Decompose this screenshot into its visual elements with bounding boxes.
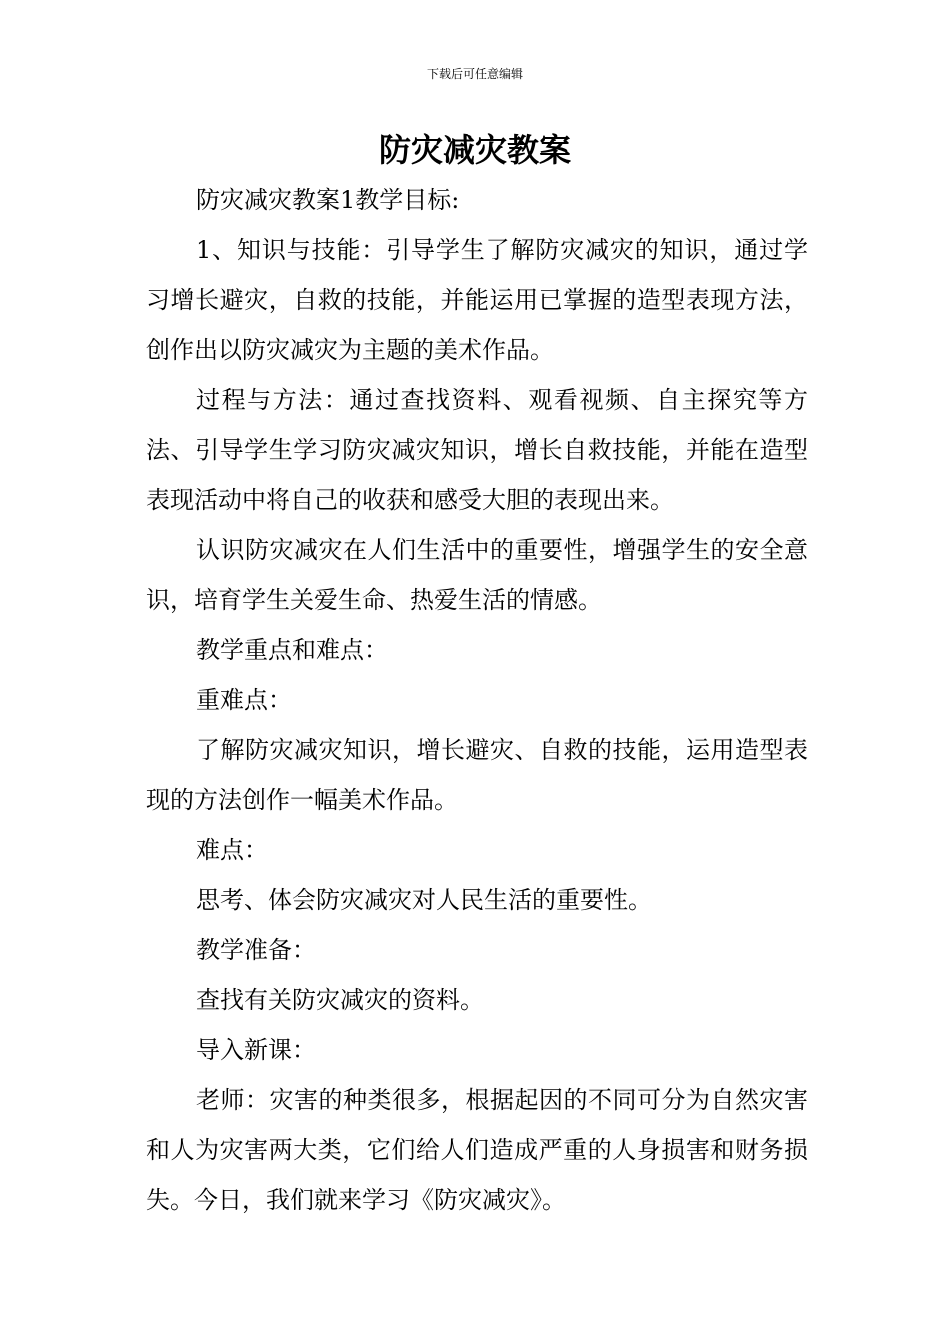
paragraph-intro-heading: 导入新课： bbox=[196, 1036, 316, 1064]
paragraph-intro-text: 老师：灾害的种类很多，根据起因的不同可分为自然灾害和人为灾害两大类，它们给人们造成严重的人身损害和财务损失。今日，我们就来学习《防灾减灾》。 bbox=[146, 1086, 808, 1214]
paragraph-key-difficulty-text: 了解防灾减灾知识，增长避灾、自救的技能，运用造型表现的方法创作一幅美术作品。 bbox=[146, 736, 808, 814]
page-title: 防灾减灾教案 bbox=[378, 131, 571, 169]
paragraph-process-methods: 过程与方法：通过查找资料、观看视频、自主探究等方法、引导学生学习防灾减灾知识，增长自救技能，并能在造型表现活动中将自己的收获和感受大胆的表现出来。 bbox=[146, 386, 808, 514]
paragraph-difficulty-heading: 难点： bbox=[196, 836, 268, 864]
paragraph-preparation-text: 查找有关防灾减灾的资料。 bbox=[196, 986, 484, 1014]
paragraph-difficulty-text: 思考、体会防灾减灾对人民生活的重要性。 bbox=[196, 886, 652, 914]
paragraph-key-difficulty-heading: 重难点： bbox=[196, 686, 292, 714]
document-body bbox=[146, 175, 808, 1225]
header-note: 下载后可任意编辑 bbox=[426, 67, 523, 81]
paragraph-awareness: 认识防灾减灾在人们生活中的重要性，增强学生的安全意识，培育学生关爱生命、热爱生活的情感。 bbox=[146, 536, 808, 614]
paragraph-key-points-heading: 教学重点和难点： bbox=[196, 636, 388, 664]
paragraph-objectives-heading: 防灾减灾教案1教学目标: bbox=[196, 186, 460, 214]
paragraph-preparation-heading: 教学准备： bbox=[196, 936, 316, 964]
paragraph-knowledge-skills: 1、知识与技能：引导学生了解防灾减灾的知识，通过学习增长避灾，自救的技能，并能运用已掌握的造型表现方法，创作出以防灾减灾为主题的美术作品。 bbox=[146, 236, 808, 364]
